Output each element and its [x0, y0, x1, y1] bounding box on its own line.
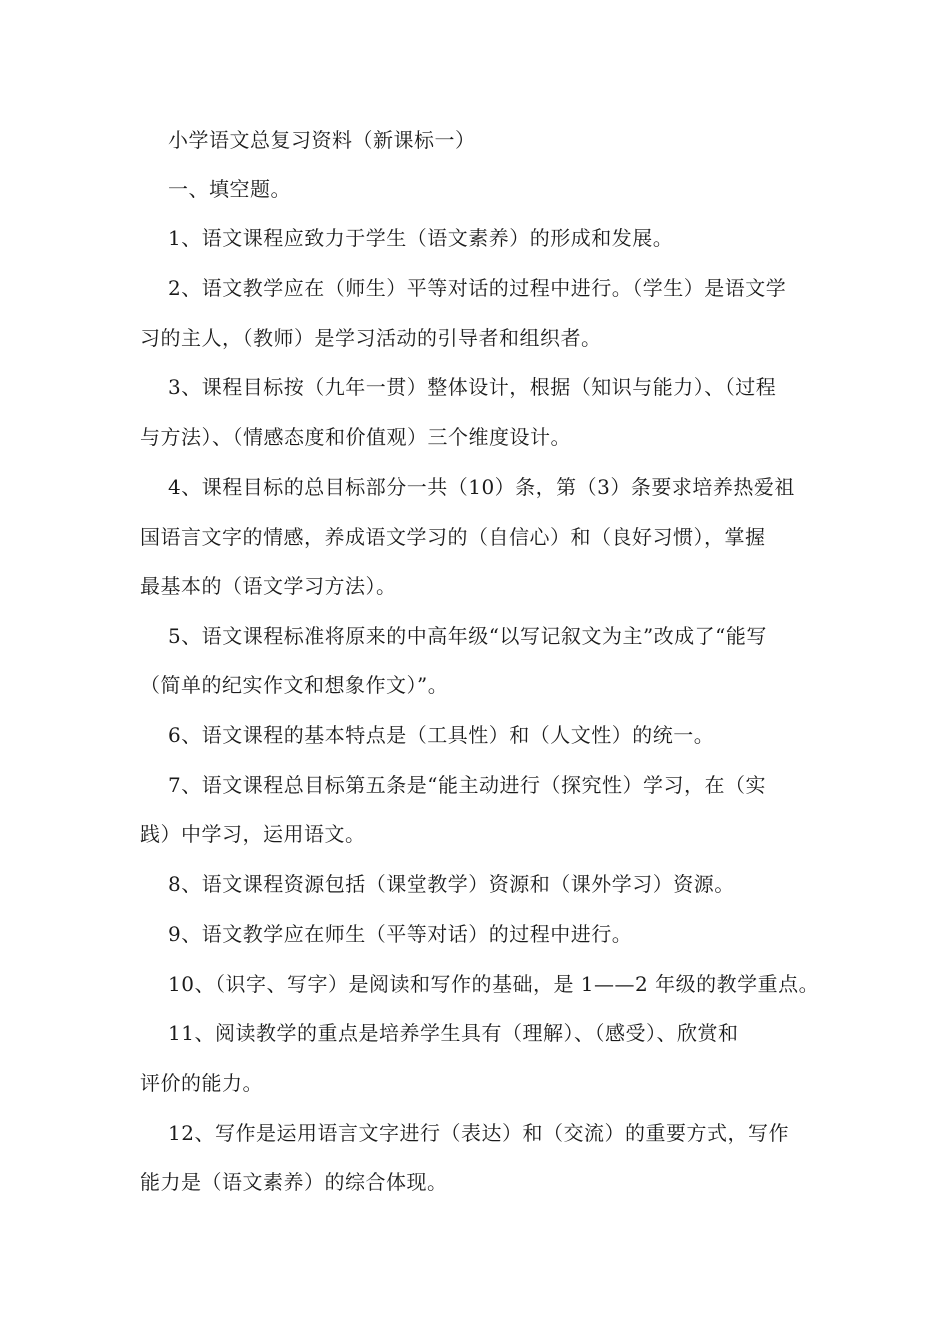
- paragraph-line: 11、阅读教学的重点是培养学生具有（理解）、（感受）、欣赏和: [168, 1021, 739, 1045]
- paragraph-line: 习的主人，（教师）是学习活动的引导者和组织者。: [140, 326, 602, 350]
- paragraph-line: 2、语文教学应在（师生）平等对话的过程中进行。（学生）是语文学: [168, 276, 787, 300]
- document-title: 小学语文总复习资料（新课标一）: [168, 128, 476, 152]
- paragraph-line: 与方法）、（情感态度和价值观）三个维度设计。: [140, 425, 571, 449]
- paragraph-line: 5、语文课程标准将原来的中高年级“以写记叙文为主”改成了“能写: [168, 624, 767, 648]
- paragraph-line: 8、语文课程资源包括（课堂教学）资源和（课外学习）资源。: [168, 872, 735, 896]
- paragraph-line: 7、语文课程总目标第五条是“能主动进行（探究性）学习，在（实: [168, 773, 766, 797]
- paragraph-line: 能力是（语文素养）的综合体现。: [140, 1170, 448, 1194]
- paragraph-line: 4、课程目标的总目标部分一共（10）条，第（3）条要求培养热爱祖: [168, 475, 795, 499]
- paragraph-line: 12、写作是运用语言文字进行（表达）和（交流）的重要方式，写作: [168, 1121, 789, 1145]
- paragraph-line: 9、语文教学应在师生（平等对话）的过程中进行。: [168, 922, 633, 946]
- paragraph-line: 评价的能力。: [140, 1071, 263, 1095]
- paragraph-line: 最基本的（语文学习方法）。: [140, 574, 397, 598]
- paragraph-line: （简单的纪实作文和想象作文）”。: [140, 673, 449, 697]
- paragraph-line: 3、课程目标按（九年一贯）整体设计，根据（知识与能力）、（过程: [168, 375, 777, 399]
- section-heading: 一、填空题。: [168, 177, 291, 201]
- paragraph-line: 10、（识字、写字）是阅读和写作的基础，是 1——2 年级的教学重点。: [168, 972, 820, 996]
- paragraph-line: 国语言文字的情感，养成语文学习的（自信心）和（良好习惯），掌握: [140, 525, 766, 549]
- paragraph-line: 践）中学习，运用语文。: [140, 822, 366, 846]
- paragraph-line: 1、语文课程应致力于学生（语文素养）的形成和发展。: [168, 226, 674, 250]
- paragraph-line: 6、语文课程的基本特点是（工具性）和（人文性）的统一。: [168, 723, 715, 747]
